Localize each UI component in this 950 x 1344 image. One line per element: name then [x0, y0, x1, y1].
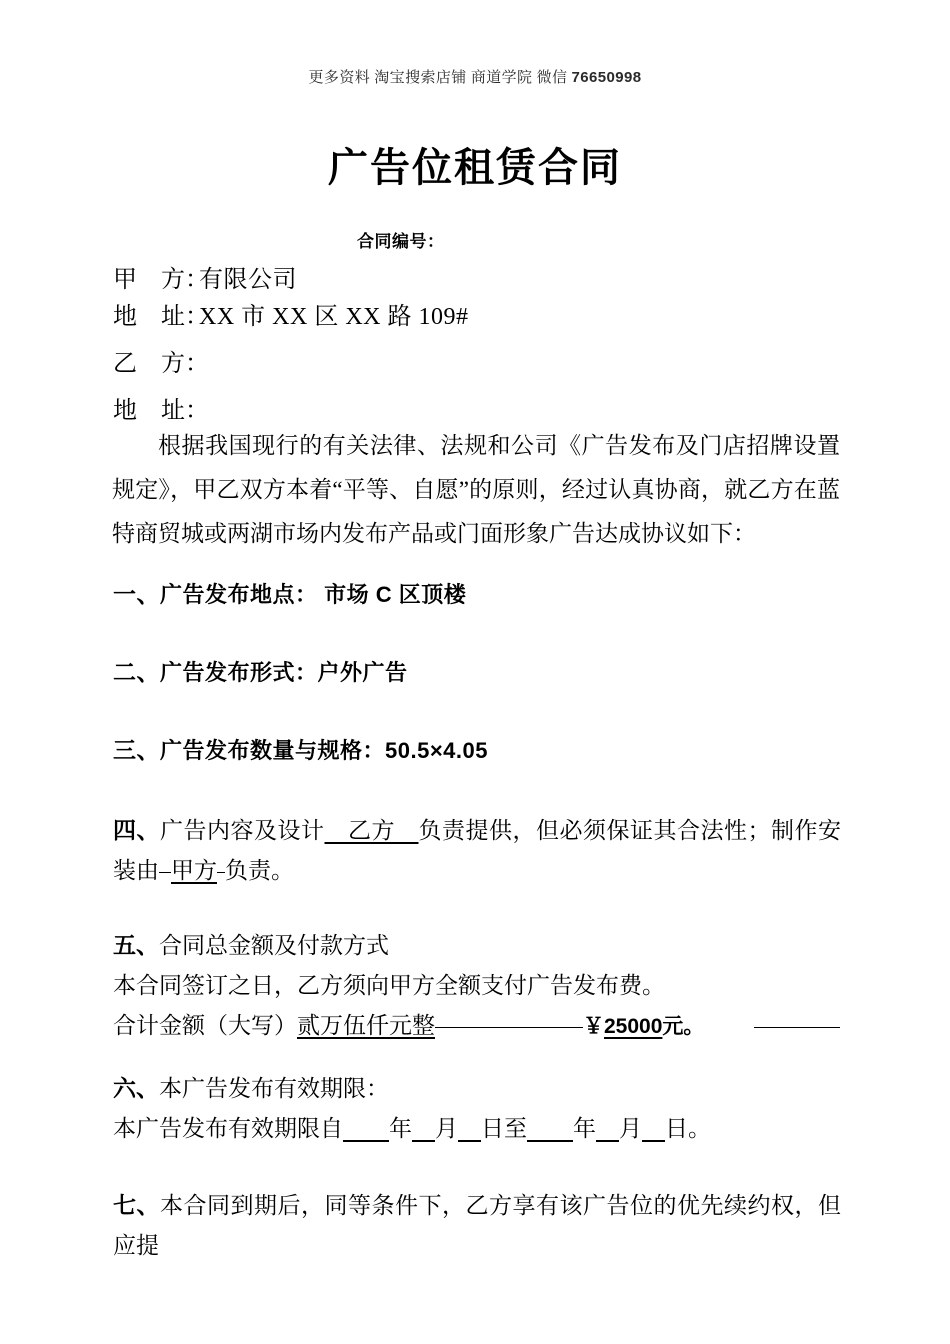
- clause-2-title: 广告发布形式：: [160, 660, 318, 685]
- clause-5-number: 五、: [113, 932, 159, 958]
- contract-number-label: 合同编号：: [357, 232, 445, 251]
- party-a-address-value: XX 市 XX 区 XX 路 109#: [199, 304, 469, 330]
- intro-paragraph: 根据我国现行的有关法律、法规和公司《广告发布及门店招牌设置规定》，甲乙双方本着“平等、自愿”的原则，经过认真协商，就乙方在蓝特商贸城或两湖市场内发布产品或门面形象广告达成协议如下：: [112, 433, 840, 546]
- clause-1-title: 广告发布地点：: [160, 582, 318, 607]
- clause-6: [113, 1068, 841, 1149]
- page-title: 广告位租赁合同: [328, 146, 622, 190]
- header-watermark-note: [0, 66, 950, 87]
- clause-4-text-b: 负责提供，但必须保证其合法性；制作安装由: [113, 818, 841, 883]
- clause-6-title: 本广告发布有效期限：: [159, 1076, 389, 1101]
- clause-5: [113, 925, 841, 1047]
- clause-5-amount-row: [113, 1006, 841, 1047]
- clause-6-year-2-blank[interactable]: [527, 1116, 573, 1141]
- party-b-label: 乙 方：: [113, 351, 209, 377]
- clause-2-number: 二、: [113, 659, 160, 685]
- clause-4-blank-designer[interactable]: 乙方: [324, 818, 419, 843]
- clause-3-title: 广告发布数量与规格：: [160, 738, 386, 763]
- clause-6-separator: 至: [504, 1116, 527, 1141]
- clause-4-blank-trail[interactable]: [217, 872, 225, 873]
- clause-6-month-2-blank[interactable]: [596, 1116, 619, 1141]
- parties-block: [113, 262, 853, 430]
- clause-5-amount-label: 合计金额（大写）: [113, 1013, 297, 1038]
- clause-6-heading: [113, 1068, 841, 1109]
- clause-7: [113, 1185, 841, 1266]
- clause-6-period-row: [113, 1109, 841, 1149]
- clause-2: [113, 652, 841, 693]
- header-wechat-number: 76650998: [571, 69, 642, 86]
- party-a-label: 甲 方：: [113, 267, 209, 293]
- clause-6-year-2-unit: 年: [573, 1116, 596, 1141]
- clause-4-text-a: 广告内容及设计: [160, 818, 325, 843]
- header-note-text: 更多资料 淘宝搜索店铺 商道学院 微信: [308, 70, 572, 86]
- clause-3-value: 50.5×4.05: [385, 738, 488, 763]
- clause-7-text: 本合同到期后，同等条件下，乙方享有该广告位的优先续约权，但应提: [113, 1193, 841, 1258]
- clause-6-number: 六、: [113, 1075, 159, 1101]
- clause-4: [113, 810, 841, 891]
- clause-6-prefix: 本广告发布有效期限自: [113, 1116, 343, 1141]
- clause-1-number: 一、: [113, 581, 160, 607]
- party-a-value: 有限公司: [199, 267, 297, 293]
- clause-4-blank-lead[interactable]: [159, 872, 171, 873]
- party-b-row: [113, 346, 853, 383]
- clause-6-month-1-unit: 月: [435, 1116, 458, 1141]
- clause-5-trailing-rule[interactable]: [754, 1027, 840, 1028]
- clause-6-year-1-blank[interactable]: [343, 1116, 389, 1141]
- party-a-address-label: 地 址：: [113, 304, 209, 330]
- clause-5-amount-words-rule[interactable]: [435, 1027, 583, 1028]
- clause-5-amount-unit: 元。: [662, 1015, 705, 1038]
- clause-6-day-1-unit: 日: [481, 1116, 504, 1141]
- clause-5-amount-figure[interactable]: 25000: [604, 1015, 663, 1038]
- party-a-row: [113, 262, 853, 299]
- clause-6-month-1-blank[interactable]: [412, 1116, 435, 1141]
- clause-5-heading: [113, 925, 841, 966]
- clause-4-blank-installer[interactable]: 甲方: [171, 858, 217, 883]
- party-b-address-label: 地 址：: [113, 398, 209, 424]
- clause-2-value: 户外广告: [317, 660, 408, 685]
- clause-5-amount-words[interactable]: 贰万伍仟元整: [297, 1013, 435, 1038]
- clause-6-day-2-unit: 日。: [665, 1116, 711, 1141]
- party-a-address-row: [113, 299, 853, 336]
- clause-4-text-c: 负责。: [225, 858, 294, 883]
- clause-5-currency-symbol: ￥: [583, 1015, 604, 1038]
- clause-3: [113, 730, 841, 771]
- clause-5-title: 合同总金额及付款方式: [159, 933, 389, 958]
- clause-7-number: 七、: [113, 1192, 160, 1218]
- clause-3-number: 三、: [113, 737, 160, 763]
- clause-1: [113, 574, 841, 615]
- clause-6-month-2-unit: 月: [619, 1116, 642, 1141]
- clause-6-year-1-unit: 年: [389, 1116, 412, 1141]
- clause-4-number: 四、: [113, 817, 160, 843]
- clause-1-value: 市场 C 区顶楼: [317, 582, 467, 607]
- clause-5-line-1: 本合同签订之日，乙方须向甲方全额支付广告发布费。: [113, 973, 665, 998]
- clause-6-day-2-blank[interactable]: [642, 1116, 665, 1141]
- clause-6-day-1-blank[interactable]: [458, 1116, 481, 1141]
